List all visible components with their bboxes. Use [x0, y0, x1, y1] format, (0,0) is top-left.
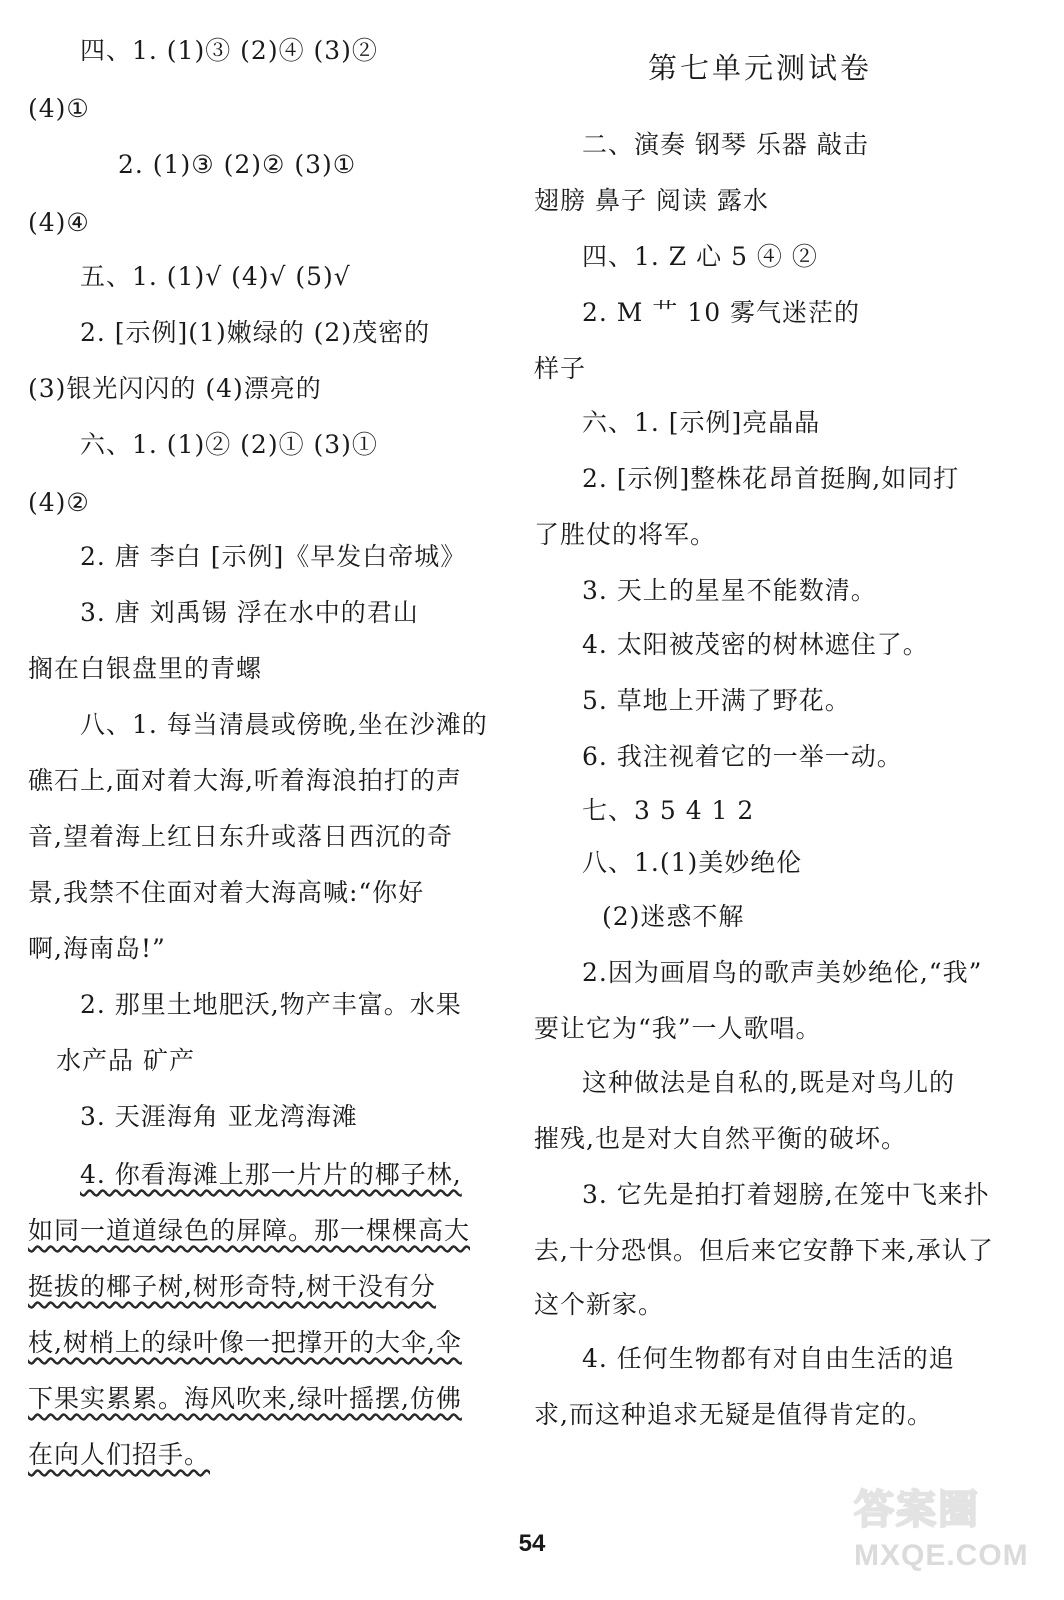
answer-line: 七、3 5 4 1 2: [582, 796, 755, 825]
answer-line: 音,望着海上红日东升或落日西沉的奇: [28, 822, 453, 851]
watermark-logo: [854, 1478, 1034, 1588]
answer-line: 3. 它先是拍打着翅膀,在笼中飞来扑: [582, 1180, 990, 1209]
answer-line: 摧残,也是对大自然平衡的破坏。: [534, 1124, 907, 1153]
answer-line: 二、演奏 钢琴 乐器 敲击: [582, 130, 869, 159]
answer-line: 翅膀 鼻子 阅读 露水: [534, 186, 769, 215]
answer-line: 这个新家。: [534, 1290, 665, 1319]
underlined-line: 枝,树梢上的绿叶像一把撑开的大伞,伞: [28, 1328, 462, 1357]
page-number: 54: [518, 1530, 546, 1557]
answer-line: 六、1. [示例]亮晶晶: [582, 408, 821, 437]
underlined-line: 下果实累累。海风吹来,绿叶摇摆,仿佛: [28, 1384, 462, 1413]
answer-line: 4. 太阳被茂密的树林遮住了。: [582, 630, 929, 659]
answer-line: (4)②: [28, 488, 90, 517]
answer-line: 样子: [534, 354, 587, 383]
answer-line: 2. [示例]整株花昂首挺胸,如同打: [582, 464, 960, 493]
answer-line: 6. 我注视着它的一举一动。: [582, 742, 903, 771]
answer-line: (4)①: [28, 94, 90, 123]
answer-line: 了胜仗的将军。: [534, 520, 717, 549]
answer-line: 3. 天涯海角 亚龙湾海滩: [80, 1102, 358, 1131]
answer-line: 四、1. (1)③ (2)④ (3)②: [80, 36, 378, 65]
answer-line: 4. 任何生物都有对自由生活的追: [582, 1344, 955, 1373]
answer-line: 啊,海南岛!”: [28, 934, 166, 963]
answer-line: 景,我禁不住面对着大海高喊:“你好: [28, 878, 425, 907]
watermark-text: 答案圈: [854, 1488, 980, 1532]
answer-line: 四、1. Z 心 5 ④ ②: [582, 242, 818, 271]
answer-line: (3)银光闪闪的 (4)漂亮的: [28, 374, 322, 403]
answer-line: 五、1. (1)√ (4)√ (5)√: [80, 262, 351, 291]
answer-line: 水产品 矿产: [56, 1046, 195, 1075]
answer-line: 2. (1)③ (2)② (3)①: [118, 150, 357, 179]
answer-line: 2. M 艹 10 雾气迷茫的: [582, 298, 861, 327]
answer-line: 求,而这种追求无疑是值得肯定的。: [534, 1400, 933, 1429]
answer-line: 这种做法是自私的,既是对鸟儿的: [582, 1068, 955, 1097]
answer-line: 六、1. (1)② (2)① (3)①: [80, 430, 378, 459]
answer-line: 2.因为画眉鸟的歌声美妙绝伦,“我”: [582, 958, 983, 987]
answer-line: 3. 唐 刘禹锡 浮在水中的君山: [80, 598, 419, 627]
section-title: 第七单元测试卷: [648, 51, 873, 85]
underlined-line: 如同一道道绿色的屏障。那一棵棵高大: [28, 1216, 471, 1245]
underlined-line: 4. 你看海滩上那一片片的椰子林,: [80, 1160, 462, 1189]
answer-line: 2. 唐 李白 [示例]《早发白帝城》: [80, 542, 467, 571]
answer-line: (2)迷惑不解: [602, 902, 745, 931]
answer-line: 要让它为“我”一人歌唱。: [534, 1014, 822, 1043]
answer-line: 2. [示例](1)嫩绿的 (2)茂密的: [80, 318, 431, 347]
answer-line: 礁石上,面对着大海,听着海浪拍打的声: [28, 766, 462, 795]
answer-line: 2. 那里土地肥沃,物产丰富。水果: [80, 990, 462, 1019]
answer-line: 3. 天上的星星不能数清。: [582, 576, 877, 605]
answer-line: 搁在白银盘里的青螺: [28, 654, 263, 683]
answer-line: 去,十分恐惧。但后来它安静下来,承认了: [534, 1236, 994, 1265]
answer-line: 八、1.(1)美妙绝伦: [582, 848, 803, 877]
answer-line: 5. 草地上开满了野花。: [582, 686, 851, 715]
underlined-line: 在向人们招手。: [28, 1440, 211, 1469]
underlined-line: 挺拔的椰子树,树形奇特,树干没有分: [28, 1272, 436, 1301]
answer-line: 八、1. 每当清晨或傍晚,坐在沙滩的: [80, 710, 488, 739]
answer-line: (4)④: [28, 208, 90, 237]
watermark-url: MXQE.COM: [854, 1539, 1029, 1572]
